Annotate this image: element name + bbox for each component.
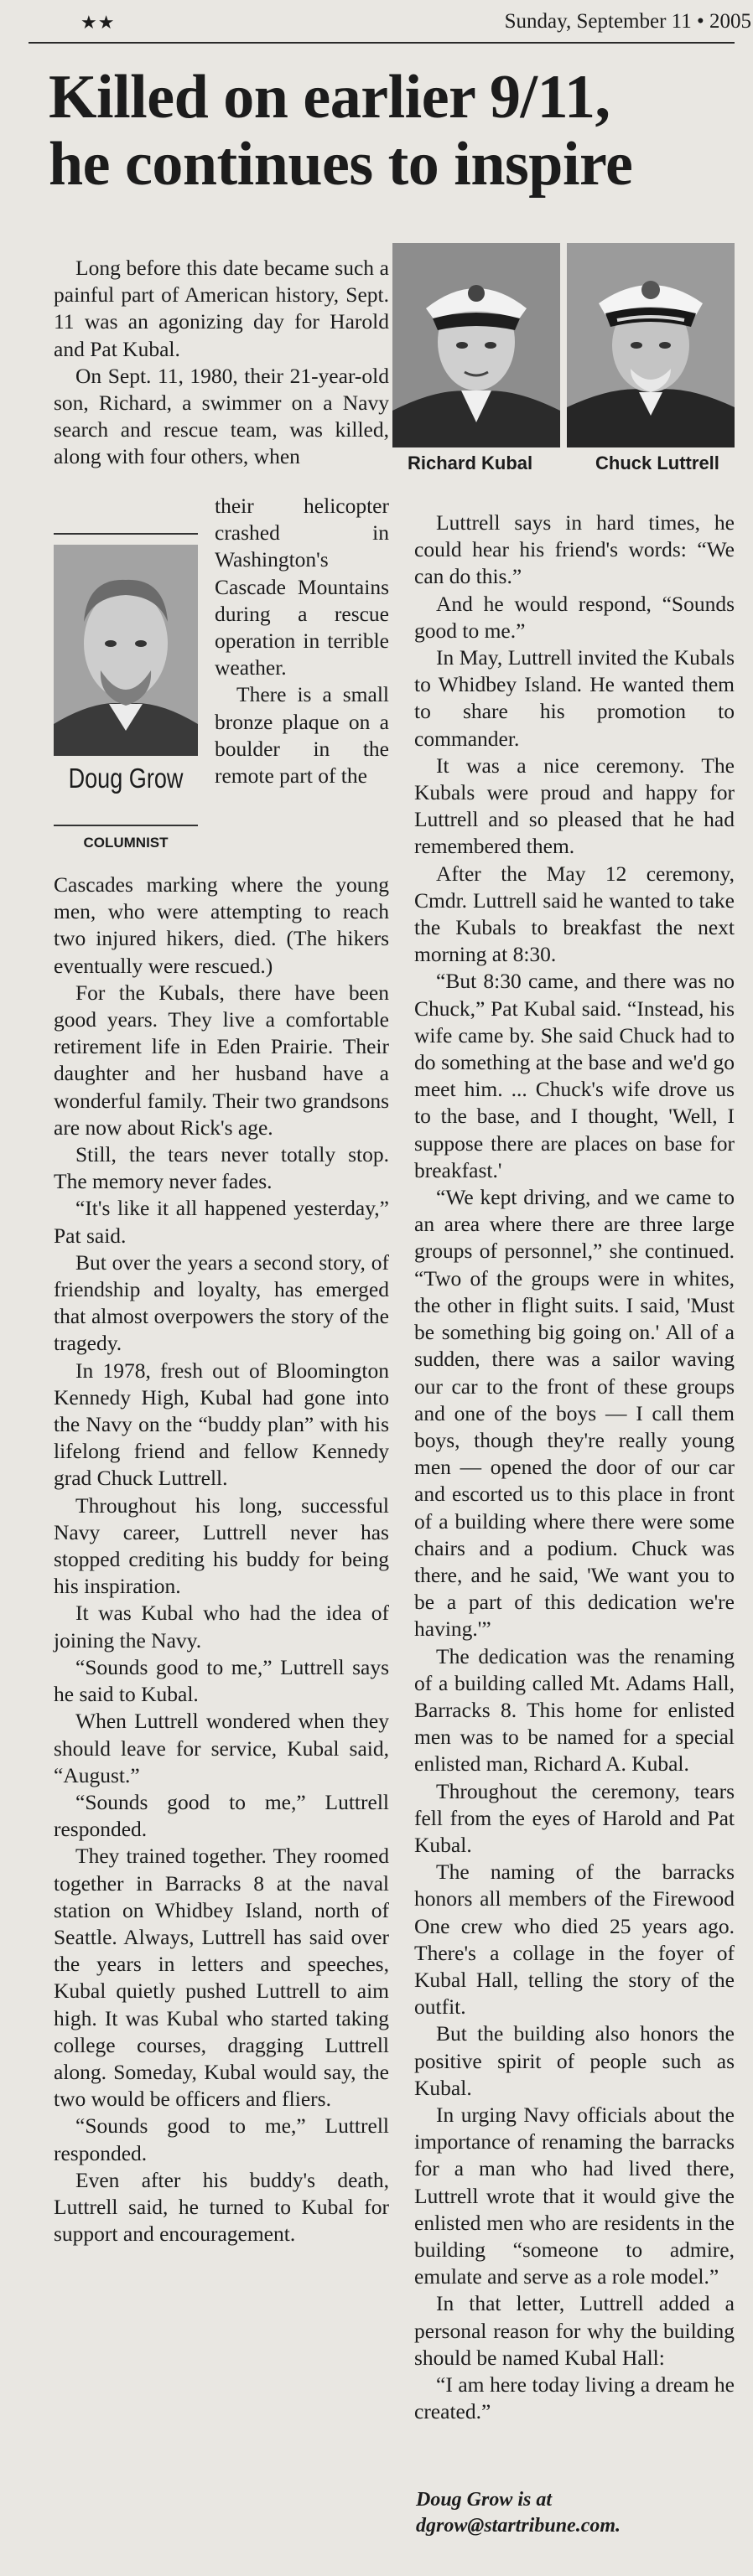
paragraph: “It's like it all happened yesterday,” Pat said.: [54, 1196, 389, 1248]
paragraph: For the Kubals, there have been good years. They live a comfortable retirement life in Eden Prairie. Their daughter and her husband have a wonderful family. Their two grandsons are now about Rick's age.: [54, 980, 389, 1140]
byline-bottom-rule: [54, 825, 198, 826]
paragraph: Throughout the ceremony, tears fell from the eyes of Harold and Pat Kubal.: [414, 1778, 735, 1857]
paragraph: It was Kubal who had the idea of joining the Navy.: [54, 1601, 389, 1653]
byline-signature: Doug Grow: [68, 763, 184, 794]
paragraph: They trained together. They roomed together in Barracks 8 at the naval station on Whidbey Island, north of Seattle. Always, Luttrell has said over the years in letters and speeches, Kubal quietly pushed Luttrell to aim high. It was Kubal who started taking college courses, dragging Luttrell along. Someday, Kubal would say, the two would be officers and fliers.: [54, 1844, 389, 2112]
paragraph: But the building also honors the positive spirit of people such as Kubal.: [414, 2021, 735, 2100]
paragraph: “Sounds good to me,” Luttrell says he said to Kubal.: [54, 1654, 389, 1707]
author-email: dgrow@startribune.com.: [416, 2515, 621, 2537]
paragraph: There is a small bronze plaque on a boulder in the remote part of the: [215, 682, 389, 789]
paragraph: In that letter, Luttrell added a personal reason for why the building should be named Kubal Hall:: [414, 2291, 735, 2370]
paragraph: Cascades marking where the young men, who were attempting to reach two injured hikers, died. (The hikers eventually were rescued.): [54, 872, 389, 978]
luttrell-caption: Chuck Luttrell: [595, 453, 719, 473]
paragraph: In May, Luttrell invited the Kubals to Whidbey Island. He wanted them to share his promotion to commander.: [414, 645, 735, 751]
paragraph: Throughout his long, successful Navy career, Luttrell never has stopped crediting his buddy for being his inspiration.: [54, 1492, 389, 1599]
edition-stars: ★★: [80, 12, 116, 33]
paragraph: The naming of the barracks honors all members of the Firewood One crew who died 25 years ago. There's a collage in the foyer of Kubal Hall, telling the story of the outfit.: [414, 1860, 735, 2020]
paragraph: “Sounds good to me,” Luttrell responded.: [54, 1789, 389, 1842]
paragraph: Luttrell says in hard times, he could hear his friend's words: “We can do this.”: [414, 510, 735, 589]
richard-kubal-photo: [392, 243, 560, 447]
paragraph: The dedication was the renaming of a building called Mt. Adams Hall, Barracks 8. This home for enlisted men was to be named for a special enlisted man, Richard A. Kubal.: [414, 1643, 735, 1777]
byline-top-rule: [54, 533, 198, 535]
byline-role: COLUMNIST: [83, 835, 169, 851]
paragraph: On Sept. 11, 1980, their 21-year-old son, Richard, a swimmer on a Navy search and rescue team, was killed, along with four others, when: [54, 363, 389, 469]
dateline: Sunday, September 11 • 2005: [504, 10, 751, 33]
signoff-line: Doug Grow is at: [416, 2489, 553, 2511]
article-intro: [54, 255, 389, 471]
article-narrow-section: [215, 493, 389, 789]
paragraph: Long before this date became such a painful part of American history, Sept. 11 was an agonizing day for Harold and Pat Kubal.: [54, 256, 389, 361]
paragraph: “Sounds good to me,” Luttrell responded.: [54, 2113, 389, 2165]
paragraph: When Luttrell wondered when they should leave for service, Kubal said, “August.”: [54, 1709, 389, 1787]
paragraph: It was a nice ceremony. The Kubals were proud and happy for Luttrell and so pleased that he had remembered them.: [414, 753, 735, 859]
columnist-photo: [54, 545, 198, 756]
headline: [49, 64, 736, 198]
paragraph: Even after his buddy's death, Luttrell said, he turned to Kubal for support and encouragement.: [54, 2167, 389, 2247]
paragraph: “We kept driving, and we came to an area where there are three large groups of personnel,” she continued. “Two of the groups were in whites, the other in flight suits. I said, 'Must be something big going on.' All of a sudden, there was a sailor waving our car to the front of these groups and one of the boys — I call them boys, though they're really young men — opened the door of our car and escorted us to this place in front of a building where there were some chairs and a podium. Chuck was there, and he said, 'We want you to be a part of this dedication we're having.'”: [414, 1185, 735, 1642]
headline-line-1: Killed on earlier 9/11,: [49, 63, 610, 132]
paragraph: In urging Navy officials about the importance of renaming the barracks for a man who had lived there, Luttrell wrote that it would give the enlisted men who are residents in the building “someone to admire, emulate and serve as a role model.”: [414, 2102, 735, 2289]
headline-line-2: he continues to inspire: [49, 130, 633, 199]
article-left-column: [54, 872, 389, 2248]
author-contact: [416, 2487, 735, 2539]
paragraph: their helicopter crashed in Washington's Cascade Mountains during a rescue operation in terrible weather.: [215, 494, 389, 680]
article-right-column: [414, 510, 735, 2425]
paragraph: “But 8:30 came, and there was no Chuck,” Pat Kubal said. “Instead, his wife came by. She said Chuck had to do something at the base and we'd go meet him. ... Chuck's wife drove us to the base, and I thought, 'Well, I suppose there are places on base for breakfast.': [414, 969, 735, 1182]
paragraph: After the May 12 ceremony, Cmdr. Luttrell said he wanted to take the Kubals to breakfast the next morning at 8:30.: [414, 861, 735, 967]
paragraph: Still, the tears never totally stop. The memory never fades.: [54, 1142, 389, 1194]
paragraph: But over the years a second story, of friendship and loyalty, has emerged that almost overpowers the story of the tragedy.: [54, 1249, 389, 1356]
paragraph: In 1978, fresh out of Bloomington Kennedy High, Kubal had gone into the Navy on the “buddy plan” with his lifelong friend and fellow Kennedy grad Chuck Luttrell.: [54, 1358, 389, 1491]
paragraph: And he would respond, “Sounds good to me.”: [414, 591, 735, 643]
chuck-luttrell-photo: [567, 243, 735, 447]
kubal-caption: Richard Kubal: [408, 453, 533, 473]
paragraph: “I am here today living a dream he created.”: [414, 2372, 735, 2424]
